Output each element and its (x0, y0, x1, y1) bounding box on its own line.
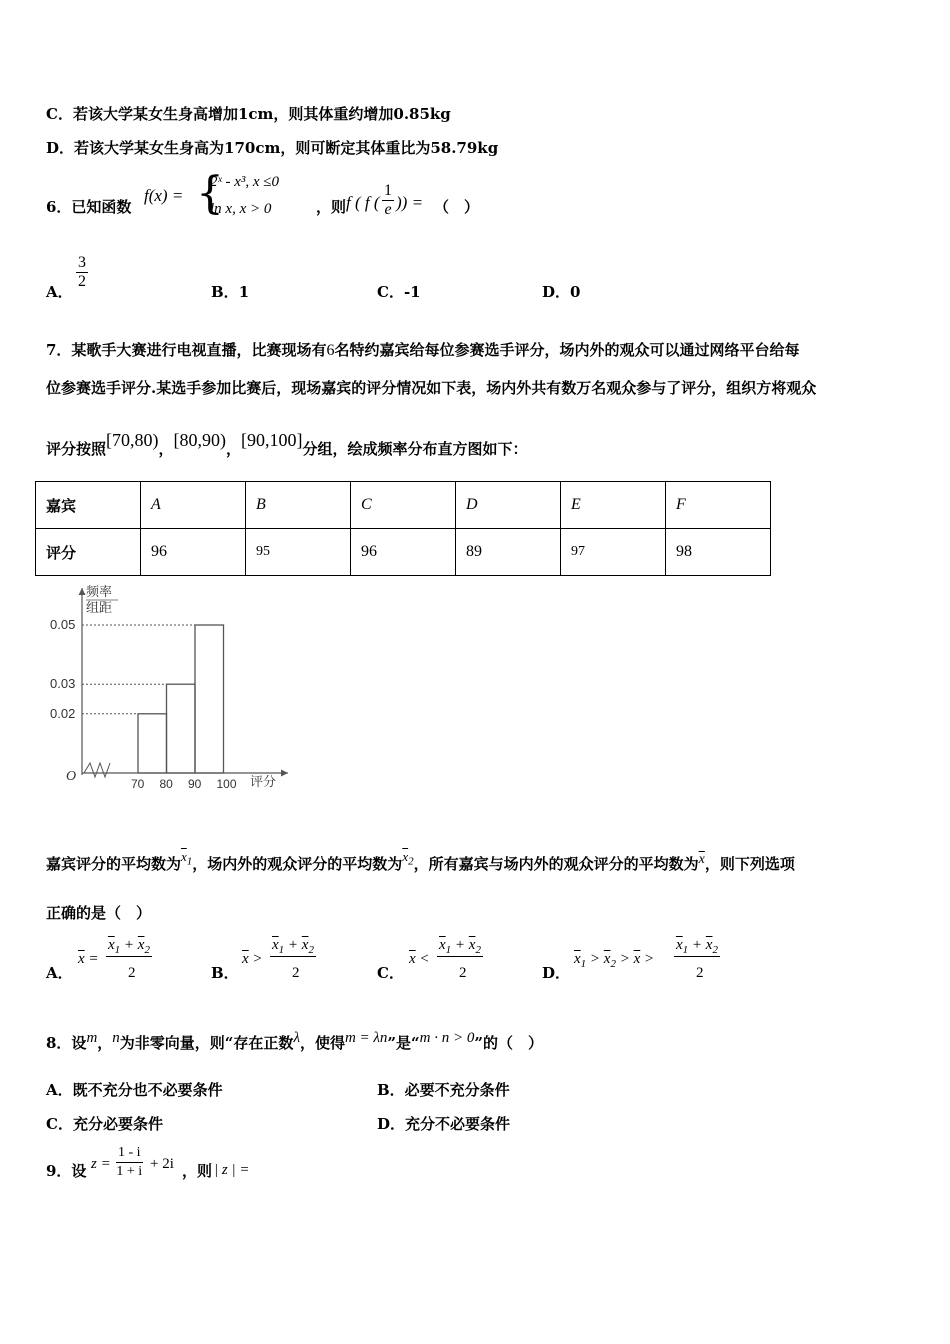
guest-score: 98 (666, 529, 771, 576)
q7-line2: 位参赛选手评分.某选手参加比赛后，现场嘉宾的评分情况如下表，场内外共有数万名观众参与了评分，组织方将观众 (46, 379, 817, 397)
guest-score: 96 (141, 529, 246, 576)
q6-option-b-text: 1 (238, 283, 250, 301)
q8-option-c: C．充分必要条件 (46, 1115, 163, 1133)
q7-line1 (46, 339, 799, 360)
q7-n: 6 (326, 342, 335, 359)
q7-line1-b: 名特约嘉宾给每位参赛选手评分，场内外的观众可以通过网络平台给每 (334, 341, 800, 359)
q6-option-c-text: -1 (403, 283, 421, 301)
q8-option-d: D．充分不必要条件 (377, 1115, 511, 1133)
q8-m: m (86, 1030, 98, 1046)
q8-prefix: 8．设 (46, 1034, 87, 1052)
q5-option-c: C．若该大学某女生身高增加1cm，则其体重约增加0.85kg (46, 105, 451, 123)
q6-option-c-label: C． (377, 283, 404, 301)
q7-line5: 正确的是（ ） (46, 904, 152, 922)
y-tick-label: 0.03 (50, 676, 76, 692)
q8-dot: m · n > 0 (419, 1030, 475, 1046)
q9-frac (116, 1144, 143, 1181)
q9-abs: | z | = (214, 1162, 250, 1178)
q6-case1: 2ˣ - x³, x ≤0 (210, 174, 280, 190)
q6-expr-left: f ( f ( (346, 193, 380, 212)
q9-prefix: 9．设 (46, 1162, 87, 1180)
q6-expr-right: )) = (396, 193, 424, 212)
q6-option-d-text: 0 (570, 283, 581, 301)
q6-option-d (542, 281, 580, 302)
q6-func-lhs: f(x) = (144, 186, 184, 205)
guest-name: F (666, 482, 771, 529)
q6-option-c (377, 281, 421, 302)
q7-line4-b: ，场内外的观众评分的平均数为 (192, 855, 403, 873)
guest-name: D (456, 482, 561, 529)
x-tick-label: 70 (131, 777, 145, 791)
q6-tail: （ ） (434, 198, 480, 216)
q8-t3: ”是“ (387, 1034, 420, 1052)
guest-name: A (141, 482, 246, 529)
mean-x1-symbol: $\overline{x}_1$ (181, 849, 193, 868)
q7-line4-d: ，则下列选项 (704, 855, 795, 873)
x-axis-label: 评分 (250, 775, 277, 790)
q6-frac (382, 182, 394, 219)
guest-score-table (35, 481, 771, 576)
histogram-bar (195, 625, 224, 773)
q8-t2: ，使得 (299, 1034, 345, 1052)
mean-x-symbol: $\overline{x}$ (698, 852, 705, 867)
q7-interval-3: [90,100] (241, 430, 303, 450)
q6-option-a-num: 3 (78, 254, 86, 271)
histogram-bar (167, 684, 196, 773)
mean-x2-symbol: $\overline{x}_2$ (402, 849, 414, 868)
q8-comma: ， (97, 1034, 113, 1052)
guest-score: 95 (246, 529, 351, 576)
x-tick-label: 80 (159, 777, 173, 791)
guest-name: B (246, 482, 351, 529)
guest-score: 96 (351, 529, 456, 576)
q5-option-d: D．若该大学某女生身高为170cm，则可断定其体重比为58.79kg (46, 139, 499, 157)
q9-plus: + 2i (150, 1156, 174, 1172)
x-tick-label: 100 (216, 777, 237, 791)
frequency-histogram (40, 580, 300, 800)
table-row (36, 482, 771, 529)
q7-line3 (46, 430, 528, 459)
axis-break-icon (84, 763, 110, 777)
q7-line3-a: 评分按照 (46, 440, 107, 458)
guest-name: C (351, 482, 456, 529)
y-tick-label: 0.05 (50, 617, 76, 632)
origin-label: O (66, 769, 77, 784)
q8-lambda: λ (293, 1030, 300, 1046)
q7-line3-b: 分组，绘成频率分布直方图如下： (302, 440, 528, 458)
q7-option-a-label: A． (46, 964, 73, 982)
guest-score: 97 (561, 529, 666, 576)
q9-stem (46, 1145, 250, 1192)
q6-option-b (211, 281, 249, 302)
q7-interval-1: [70,80) (106, 430, 159, 450)
table-row-label: 嘉宾 (36, 482, 141, 529)
q8-option-a: A．既不充分也不必要条件 (46, 1081, 223, 1099)
q6-option-a (46, 281, 73, 302)
q7-option-c-label: C． (377, 964, 404, 982)
q7-option-d-label: D． (542, 964, 571, 982)
q8-n: n (112, 1030, 120, 1046)
table-row (36, 529, 771, 576)
table-row-label: 评分 (36, 529, 141, 576)
q7-line1-a: 7．某歌手大赛进行电视直播，比赛现场有 (46, 341, 327, 359)
y-tick-label: 0.02 (50, 705, 76, 721)
q6-option-b-label: B． (211, 283, 239, 301)
q6-stem (46, 168, 480, 228)
q6-mid: ，则 (316, 198, 347, 216)
q6-option-a-label: A． (46, 283, 73, 301)
q9-mid: ，则 (182, 1162, 213, 1180)
q8-stem (46, 1032, 543, 1053)
q6-frac-den: e (384, 201, 392, 218)
q9-frac-num: 1 - i (116, 1144, 143, 1163)
guest-name: E (561, 482, 666, 529)
q7-comma-1: ， (158, 440, 174, 458)
y-axis-label-top: 频率 (86, 585, 113, 600)
q8-t4: ”的（ ） (474, 1034, 544, 1052)
q6-brace: { (196, 168, 224, 219)
histogram-bar (138, 714, 167, 773)
q9-frac-den: 1 + i (116, 1164, 143, 1179)
q7-line4-c: ，所有嘉宾与场内外的观众评分的平均数为 (413, 855, 699, 873)
x-tick-label: 90 (188, 777, 202, 791)
q6-prefix: 6．已知函数 (46, 198, 132, 216)
q8-option-b: B．必要不充分条件 (377, 1081, 510, 1099)
q6-option-d-label: D． (542, 283, 571, 301)
q6-case2: ln x, x > 0 (210, 201, 272, 217)
q8-t1: 为非零向量，则“存在正数 (119, 1034, 294, 1052)
guest-score: 89 (456, 529, 561, 576)
q7-option-b-label: B． (211, 964, 239, 982)
q7-line4-a: 嘉宾评分的平均数为 (46, 855, 182, 873)
q7-line4 (46, 849, 795, 876)
q6-option-a-frac (76, 254, 88, 291)
q6-option-a-den: 2 (78, 273, 86, 290)
q9-z-lhs: z = (91, 1156, 111, 1172)
y-axis-label-bottom: 组距 (86, 601, 113, 616)
q8-eq: m = λn (344, 1030, 388, 1046)
q7-comma-2: ， (226, 440, 242, 458)
q7-interval-2: [80,90) (173, 430, 227, 450)
q6-frac-num: 1 (384, 182, 392, 199)
